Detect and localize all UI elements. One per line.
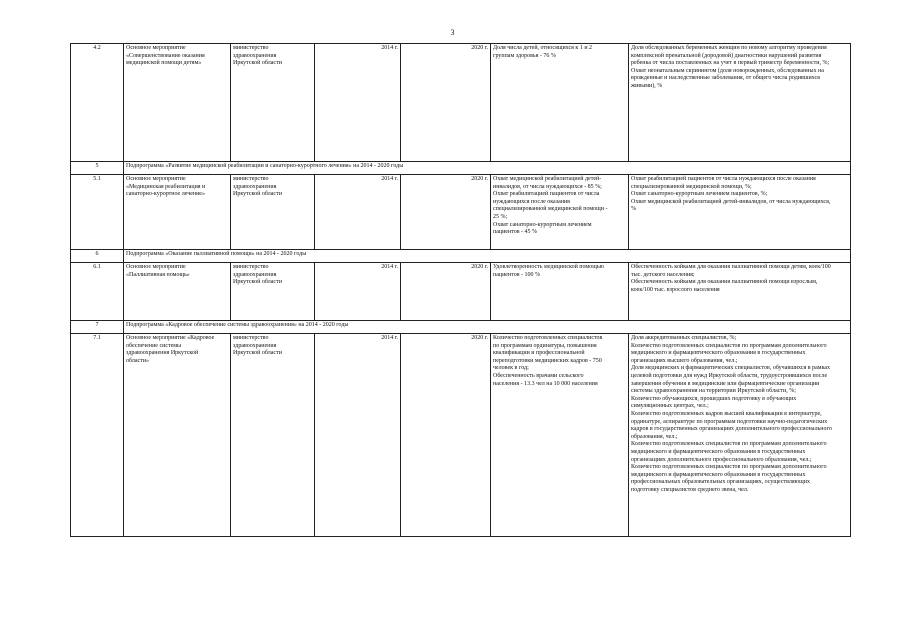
target-indicators-line: Количество обучающихся, прошедших подготовку в обучающих <box>631 395 797 402</box>
expected-results-line: Удовлетворенность медицинской помощью <box>493 264 605 270</box>
target-indicators-line: % <box>631 206 636 213</box>
target-indicators-line: подготовку специалистов среднего звена, чел. <box>631 486 749 493</box>
executor <box>231 44 315 162</box>
subprogram-row <box>71 250 851 263</box>
start-year: 2014 г. <box>315 175 401 250</box>
start-year: 2014 г. <box>315 263 401 321</box>
activity-name-line: «Паллиативная помощь» <box>126 271 190 278</box>
target-indicators-line: Обеспеченность койками для оказания паллиативной помощи взрослым, <box>631 279 818 286</box>
target-indicators-line: Охват реабилитацией пациентов от числа нуждающихся после оказания <box>631 176 816 182</box>
target-indicators <box>629 263 851 321</box>
executor-line: здравоохранения <box>233 52 277 59</box>
target-indicators-line: Охват санаторно-курортным лечением пациентов, %; <box>631 191 768 198</box>
target-indicators-line: симуляционных центрах, чел.; <box>631 403 709 410</box>
activity-name-line: здравоохранения Иркутской <box>126 350 199 357</box>
start-year: 2014 г. <box>315 334 401 537</box>
activity-name <box>124 44 231 162</box>
expected-results-line: населения - 13.3 чел на 10 000 населения <box>493 380 598 387</box>
expected-results-line: специализированной медицинской помощи - <box>493 206 608 213</box>
activity-name-line: области» <box>126 357 150 364</box>
target-indicators-line: врожденные и наследственные заболевания, от общего числа родившихся <box>631 75 820 82</box>
target-indicators-line: Охват неонатальным скринингом (доля новорожденных, обследованных на <box>631 67 824 74</box>
executor-line: министерство <box>233 176 269 182</box>
target-indicators-line: организациях дополнительного профессионального образования, чел.; <box>631 456 812 463</box>
end-year: 2020 г. <box>401 44 491 162</box>
target-indicators-line: Количество подготовленных кадров высшей квалификации в интернатуре, <box>631 410 822 417</box>
target-indicators-line: тыс. детского населения; <box>631 271 695 278</box>
activity-name-line: «Совершенствование оказания <box>126 52 205 59</box>
end-year: 2020 г. <box>401 175 491 250</box>
activity-row <box>71 44 851 162</box>
expected-results <box>491 175 629 250</box>
executor <box>231 263 315 321</box>
expected-results-line: Охват реабилитацией пациентов от числа <box>493 191 600 198</box>
target-indicators-line: Количество подготовленных специалистов по программам дополнительного <box>631 441 827 448</box>
activity-name-line: Основное мероприятие <box>126 264 186 270</box>
activity-name-line: «Медицинская реабилитация и <box>126 183 206 190</box>
expected-results <box>491 334 629 537</box>
target-indicators-line: Количество подготовленных специалистов по программам дополнительного <box>631 342 827 349</box>
row-number: 4.2 <box>71 44 124 162</box>
activity-name-line: обеспечение системы <box>126 342 182 349</box>
target-indicators-line: медицинского и фармацевтического образования в государственных <box>631 350 806 357</box>
executor-line: здравоохранения <box>233 342 277 349</box>
activity-name <box>124 175 231 250</box>
row-number: 5 <box>71 162 124 175</box>
activity-name-line: санаторно-курортное лечение» <box>126 191 205 198</box>
page-number: 3 <box>450 28 455 37</box>
target-indicators-line: Количество подготовленных специалистов по программам дополнительного <box>631 464 827 471</box>
executor-line: Иркутской области <box>233 60 282 67</box>
expected-results-line: Охват санаторно-курортным лечением <box>493 221 592 228</box>
executor <box>231 175 315 250</box>
expected-results-line: переподготовки медицинских кадров - 750 <box>493 357 602 364</box>
end-year: 2020 г. <box>401 334 491 537</box>
expected-results-line: инвалидов, от числа нуждающихся - 85 %; <box>493 183 602 190</box>
executor-line: здравоохранения <box>233 183 277 190</box>
target-indicators-line: Доля аккредитованных специалистов, %; <box>631 335 737 341</box>
subprogram-row <box>71 162 851 175</box>
target-indicators-line: Доля медицинских и фармацевтических специалистов, обучавшихся в рамках <box>631 365 831 372</box>
target-indicators-line: медицинского и фармацевтического образования в государственных <box>631 471 806 478</box>
executor-line: министерство <box>233 335 269 341</box>
target-indicators-line: завершения обучения в медицинские или фармацевтические организации <box>631 380 820 387</box>
target-indicators-line: Доля обследованных беременных женщин по новому алгоритму проведения <box>631 45 827 51</box>
target-indicators-line: ребенка от числа поставленных на учет в первый триместр беременности, %; <box>631 60 830 67</box>
expected-results <box>491 263 629 321</box>
subprogram-title: Подпрограмма «Кадровое обеспечение системы здравоохранения» на 2014 - 2020 годы <box>124 321 851 334</box>
end-year: 2020 г. <box>401 263 491 321</box>
expected-results-line: группам здоровья - 76 % <box>493 52 556 59</box>
program-activities-table <box>70 43 851 537</box>
activity-row <box>71 334 851 537</box>
executor-line: министерство <box>233 264 269 270</box>
target-indicators-line: медицинского и фармацевтического образования в государственных <box>631 448 806 455</box>
target-indicators-line: живыми), % <box>631 82 663 89</box>
activity-row <box>71 175 851 250</box>
target-indicators-line: организациях высшего образования, чел.; <box>631 357 738 364</box>
executor-line: Иркутской области <box>233 191 282 198</box>
subprogram-title: Подпрограмма «Развитие медицинской реабилитации и санаторно-курортного лечения» на 2014 - 2020 годы <box>124 162 851 175</box>
row-number: 7 <box>71 321 124 334</box>
activity-name-line: Основное мероприятие «Кадровое <box>126 335 215 341</box>
target-indicators-line: специализированной медицинской помощи, %; <box>631 183 752 190</box>
target-indicators-line: кадров в государственных организациях дополнительного профессионального <box>631 426 832 433</box>
expected-results-line: пациентов - 45 % <box>493 229 538 236</box>
subprogram-title: Подпрограмма «Оказание паллиативной помощи» на 2014 - 2020 годы <box>124 250 851 263</box>
expected-results-line: человек в год; <box>493 365 529 372</box>
target-indicators-line: ординатуре, аспирантуре по программам подготовки научно-педагогических <box>631 418 828 425</box>
executor-line: здравоохранения <box>233 271 277 278</box>
target-indicators <box>629 44 851 162</box>
executor-line: Иркутской области <box>233 279 282 286</box>
start-year: 2014 г. <box>315 44 401 162</box>
row-number: 6 <box>71 250 124 263</box>
expected-results-line: по программам ординатуры, повышения <box>493 342 597 349</box>
target-indicators-line: системы здравоохранения на территории Иркутской области, %; <box>631 388 796 395</box>
activity-name-line: медицинской помощи детям» <box>126 60 202 67</box>
target-indicators-line: образования, чел.; <box>631 433 678 440</box>
subprogram-row <box>71 321 851 334</box>
target-indicators-line: профессиональных образовательных организациях, осуществляющих <box>631 479 810 486</box>
target-indicators-line: Охват медицинской реабилитацией детей-инвалидов, от числа нуждающихся, <box>631 198 831 205</box>
executor-line: Иркутской области <box>233 350 282 357</box>
expected-results-line: Количество подготовленных специалистов <box>493 335 603 341</box>
activity-row <box>71 263 851 321</box>
executor-line: министерство <box>233 45 269 51</box>
activity-name-line: Основное мероприятие <box>126 176 186 182</box>
expected-results <box>491 44 629 162</box>
row-number: 7.1 <box>71 334 124 537</box>
activity-name <box>124 263 231 321</box>
target-indicators <box>629 334 851 537</box>
expected-results-line: Доля числа детей, относящихся к 1 и 2 <box>493 45 593 51</box>
expected-results-line: квалификации и профессиональной <box>493 350 585 357</box>
activity-name <box>124 334 231 537</box>
executor <box>231 334 315 537</box>
target-indicators-line: комплексной пренатальной (дородовой) диагностики нарушений развития <box>631 52 822 59</box>
expected-results-line: нуждающихся после оказания <box>493 198 570 205</box>
row-number: 6.1 <box>71 263 124 321</box>
row-number: 5.1 <box>71 175 124 250</box>
target-indicators-line: целевой подготовки для нужд Иркутской области, трудоустроившихся после <box>631 372 828 379</box>
expected-results-line: 25 %; <box>493 213 508 220</box>
target-indicators-line: Обеспеченность койками для оказания паллиативной помощи детям, коек/100 <box>631 264 831 270</box>
target-indicators-line: коек/100 тыс. взрослого населения <box>631 286 720 293</box>
target-indicators <box>629 175 851 250</box>
activity-name-line: Основное мероприятие <box>126 45 186 51</box>
expected-results-line: Обеспеченность врачами сельского <box>493 372 584 379</box>
expected-results-line: пациентов - 100 % <box>493 271 541 278</box>
expected-results-line: Охват медицинской реабилитацией детей- <box>493 176 602 182</box>
